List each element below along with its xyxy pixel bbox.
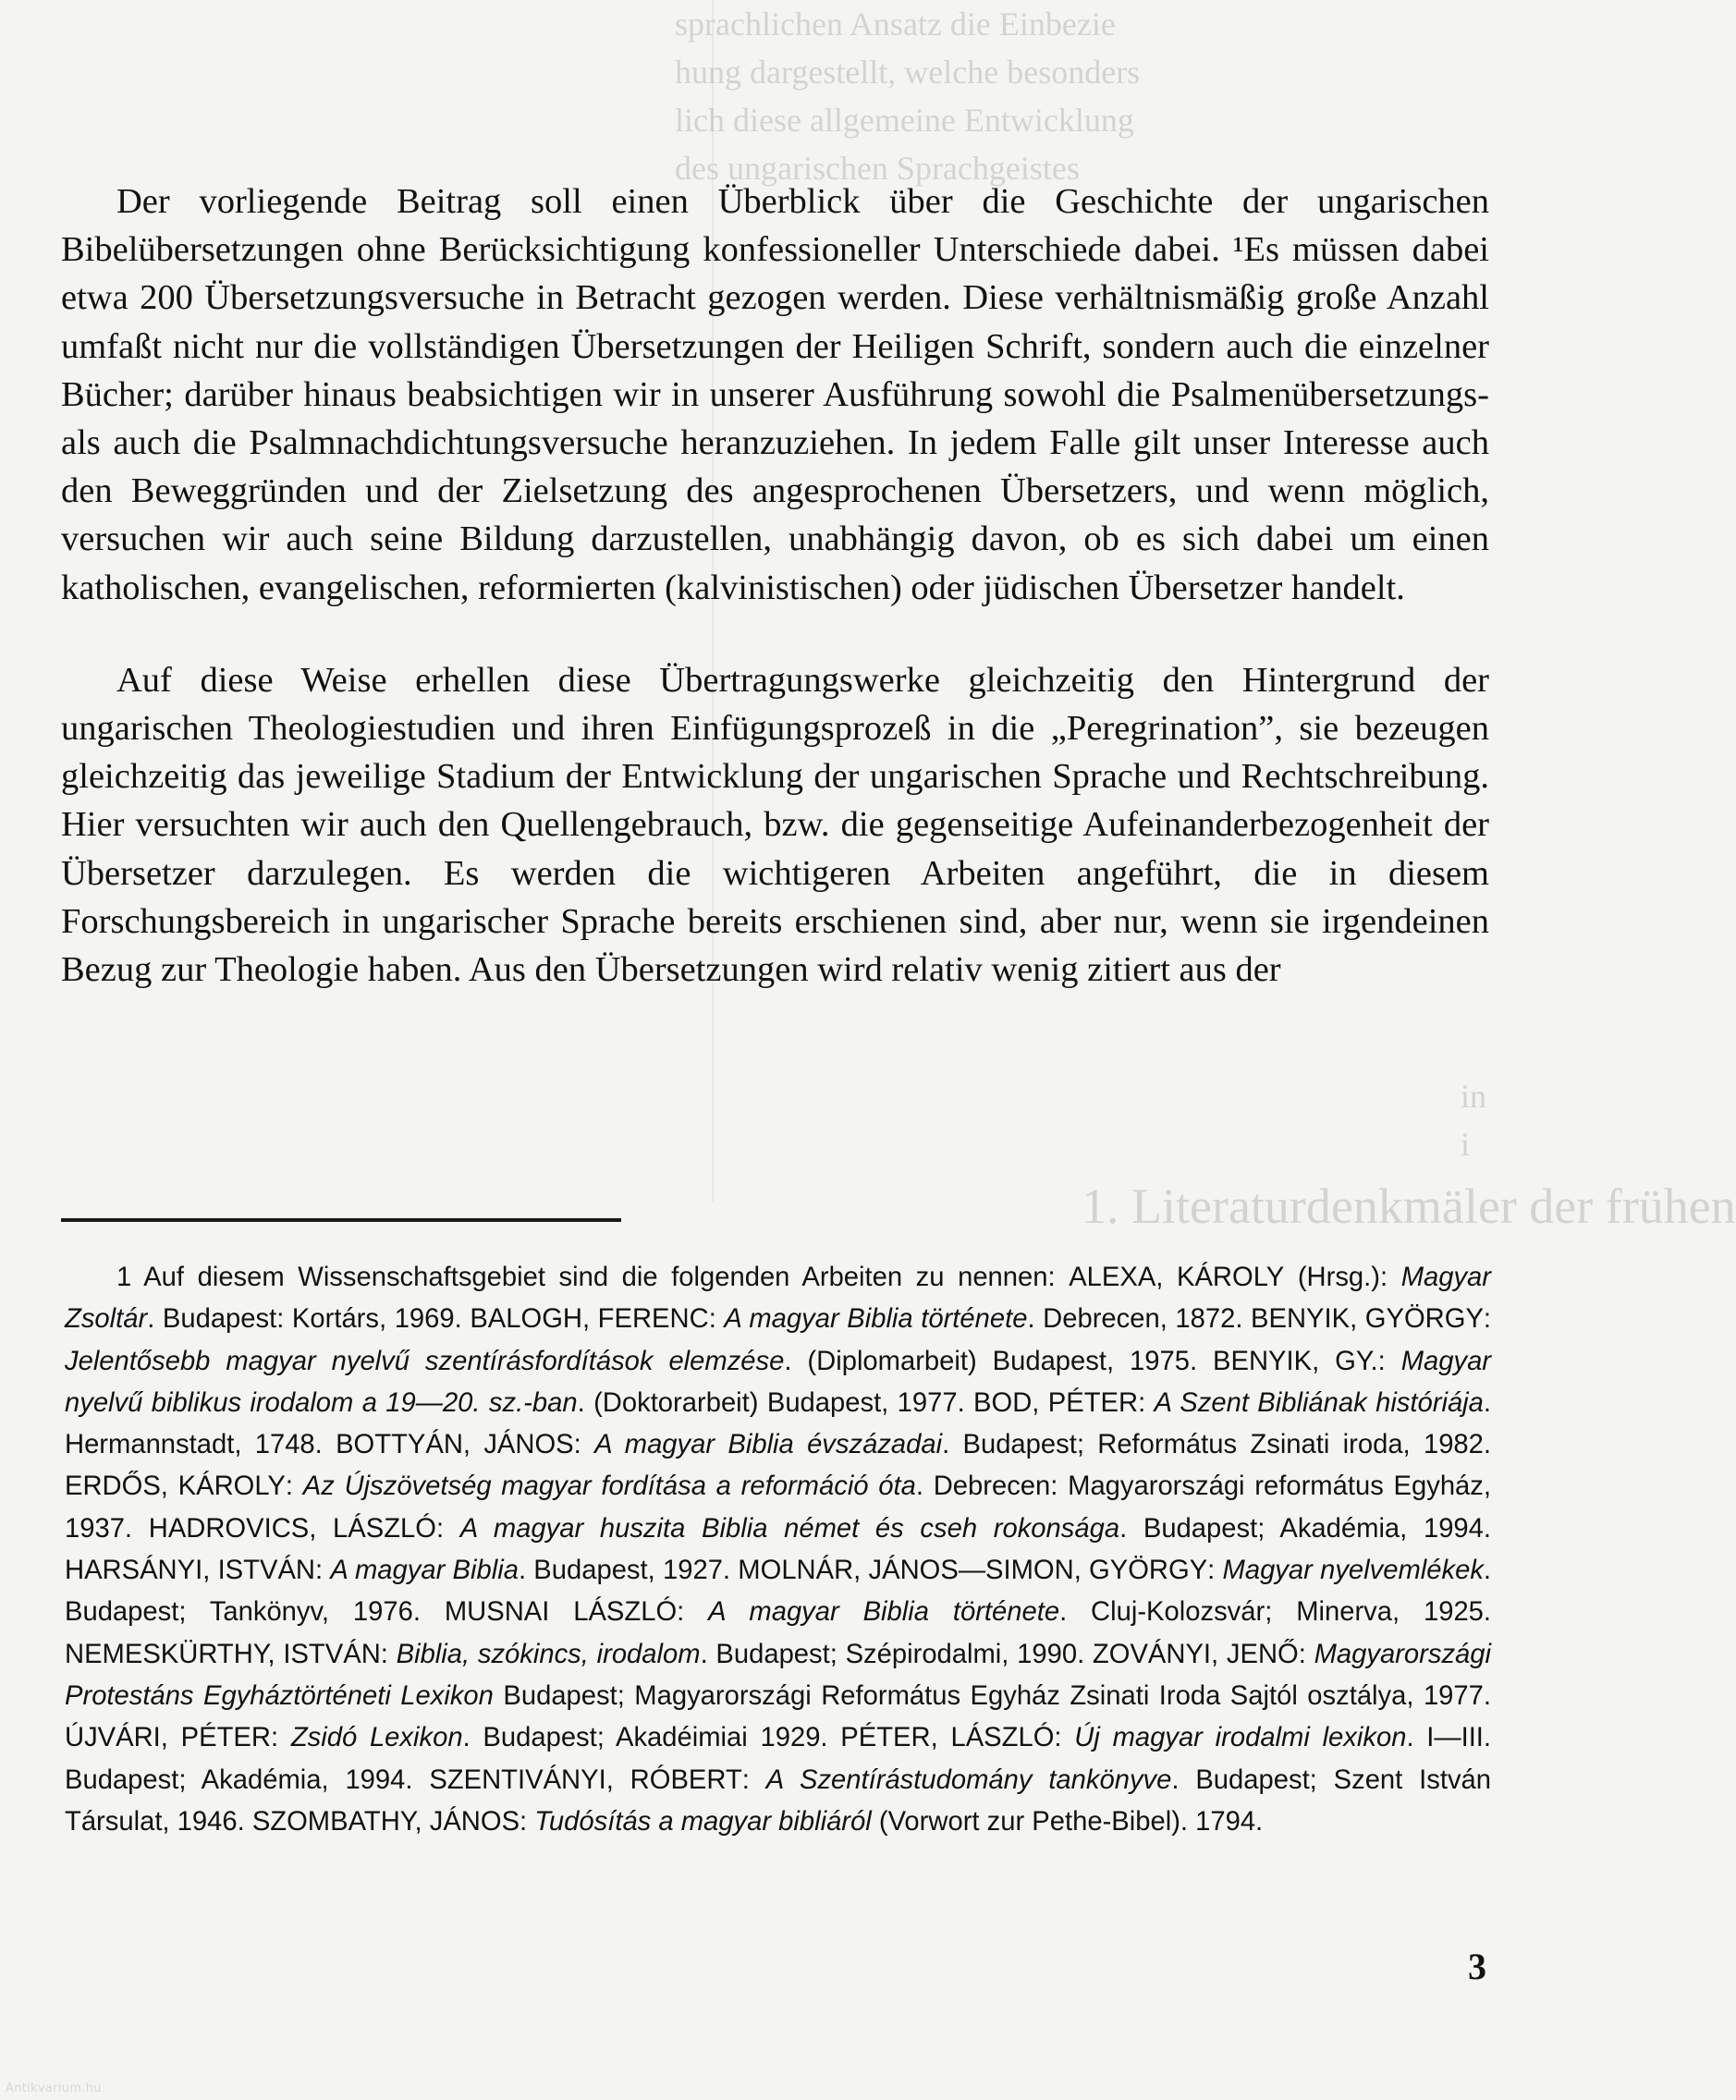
reference-publication: (Vorwort zur Pethe-Bibel). 1794. xyxy=(871,1806,1264,1837)
reference-entry xyxy=(65,1723,828,1752)
paragraph-1: Der vorliegende Beitrag soll einen Überblick über die Geschichte der ungarischen Bibelübersetzungen ohne Berücksichtigung konfessioneller Unterschiede dabei. ¹Es müssen dabei etwa 200 Übersetzungsversuche in Betracht gezogen werden. Diese verhältnismäßig große Anzahl umfaßt nicht nur die vollständigen Übersetzungen der Heiligen Schrift, sondern auch die einzelner Bücher; darüber hinaus beabsichtigen wir in unserer Ausführung sowohl die Psalmenübersetzungs- als auch die Psalmnachdichtungsversuche heranzuziehen. In jedem Falle gilt unser Interesse auch den Beweggründen und der Zielsetzung des angesprochenen Übersetzers, und wenn möglich, versuchen wir auch seine Bildung darzustellen, unabhängig davon, ob es sich dabei um einen katholischen, evangelischen, reformierten (kalvinistischen) oder jüdischen Übersetzer handelt. xyxy=(61,182,1489,607)
watermark: Antikvarium.hu xyxy=(6,2082,102,2095)
reference-author: SZOMBATHY, JÁNOS xyxy=(251,1806,520,1837)
paragraph-2: Auf diese Weise erhellen diese Übertragungswerke gleichzeitig den Hintergrund der ungarischen Theologiestudien und ihren Einfügungsprozeß in die „Peregrination”, sie bezeugen gleichzeitig das jeweilige Stadium der Entwicklung der ungarischen Sprache und Rechtschreibung. Hier versuchten wir auch den Quellengebrauch, bzw. die gegenseitige Aufeinanderbezogenheit der Übersetzer darzulegen. Es werden die wichtigeren Arbeiten angeführt, die in diesem Forschungsbereich in ungarischer Sprache bereits erschienen sind, aber nur, wenn sie irgendeinen Bezug zur Theologie haben. Aus den Übersetzungen wird relativ wenig zitiert aus der xyxy=(61,660,1489,990)
reference-publication: . Cluj-Kolozsvár; Minerva, 1925. xyxy=(1059,1597,1492,1628)
reference-author: ALEXA, KÁROLY xyxy=(1069,1263,1285,1292)
reference-publication: . Budapest; Református Zsinati iroda, 1982. xyxy=(942,1430,1492,1460)
reference-title: Magyar nyelvemlékek xyxy=(1222,1556,1484,1586)
reference-separator: : xyxy=(285,1471,303,1502)
reference-entry xyxy=(149,1514,1491,1544)
reference-title: A magyar Biblia története xyxy=(724,1304,1028,1335)
reference-title: A magyar Biblia xyxy=(330,1556,519,1586)
reference-separator: : xyxy=(436,1513,460,1544)
reference-author: MUSNAI LÁSZLÓ xyxy=(444,1597,678,1628)
main-text xyxy=(61,177,1489,994)
reference-separator: : xyxy=(1207,1556,1223,1586)
reference-separator: : xyxy=(315,1556,331,1586)
reference-separator: : xyxy=(741,1764,766,1795)
footnote-separator xyxy=(61,1218,621,1222)
reference-author: NEMESKÜRTHY, ISTVÁN xyxy=(65,1639,381,1669)
reference-separator: : xyxy=(1138,1387,1155,1418)
reference-separator: : xyxy=(573,1430,595,1460)
reference-publication: . Budapest: Kortárs, 1969. xyxy=(147,1304,462,1335)
reference-title: A magyar Biblia évszázadai xyxy=(594,1430,943,1460)
reference-separator: (Hrsg.): xyxy=(1284,1263,1401,1292)
reference-title: A Szent Bibliának históriája xyxy=(1154,1387,1484,1418)
show-through-text-top: sprachlichen Ansatz die Einbezie hung dargestellt, welche besonders lich diese allgemeine Entwicklung des ungarischen Sprachgeistes xyxy=(675,6,1141,187)
reference-separator: : xyxy=(677,1597,709,1628)
reference-author: SZENTIVÁNYI, RÓBERT xyxy=(429,1764,742,1795)
reference-title: Magyar Zsoltár xyxy=(65,1263,1492,1335)
reference-separator: : xyxy=(1298,1639,1314,1669)
reference-author: BENYIK, GYÖRGY xyxy=(1251,1304,1484,1335)
reference-title: Az Újszövetség magyar fordítása a reformáció óta xyxy=(302,1471,916,1502)
reference-title: A magyar Biblia története xyxy=(708,1597,1060,1628)
reference-title: Új magyar irodalmi lexikon xyxy=(1074,1723,1407,1753)
reference-entry xyxy=(445,1597,1491,1627)
show-through-text-right: in i xyxy=(1461,1078,1487,1163)
show-through-heading: 1. Literaturdenkmäler der frühen xyxy=(1082,1178,1736,1234)
reference-separator: : xyxy=(1483,1304,1492,1335)
reference-publication: . Debrecen, 1872. xyxy=(1027,1304,1243,1335)
reference-entry xyxy=(65,1556,730,1585)
reference-separator: : xyxy=(520,1806,535,1837)
reference-publication: . Budapest; Akadémia, 1994. xyxy=(1119,1513,1491,1544)
reference-title: Biblia, szókincs, irodalom xyxy=(396,1639,701,1669)
reference-author: HARSÁNYI, ISTVÁN xyxy=(65,1556,315,1586)
reference-entry xyxy=(470,1304,1242,1334)
reference-author: BALOGH, FERENC xyxy=(470,1304,709,1335)
reference-publication: . Budapest; Szent István Társulat, 1946. xyxy=(65,1764,1491,1837)
reference-publication: . Budapest, 1927. xyxy=(518,1556,731,1586)
reference-separator: : xyxy=(1377,1346,1401,1376)
reference-separator: : xyxy=(380,1639,397,1669)
reference-title: Zsidó Lexikon xyxy=(290,1723,463,1753)
reference-entry xyxy=(65,1640,1084,1669)
reference-publication: . (Doktorarbeit) Budapest, 1977. xyxy=(577,1387,965,1418)
reference-title: Tudósítás a magyar bibliáról xyxy=(534,1806,872,1837)
reference-publication: . Budapest; Szépirodalmi, 1990. xyxy=(700,1639,1085,1669)
reference-author: MOLNÁR, JÁNOS—SIMON, GYÖRGY xyxy=(738,1556,1208,1586)
reference-author: ÚJVÁRI, PÉTER xyxy=(65,1723,271,1753)
reference-title: A Szentírástudomány tankönyve xyxy=(765,1764,1172,1795)
page-number: 3 xyxy=(1468,1946,1486,1987)
reference-publication: . (Diplomarbeit) Budapest, 1975. xyxy=(784,1346,1198,1376)
reference-publication: . Hermannstadt, 1748. xyxy=(65,1387,1491,1460)
reference-publication: . I—III. Budapest; Akadémia, 1994. xyxy=(65,1723,1492,1795)
footnote-intro: Auf diesem Wissenschaftsgebiet sind die folgenden Arbeiten zu nennen: xyxy=(143,1263,1056,1292)
reference-entry xyxy=(252,1807,1263,1837)
reference-author: ERDŐS, KÁROLY xyxy=(65,1471,286,1502)
reference-author: BENYIK, GY. xyxy=(1213,1346,1378,1376)
footnote xyxy=(65,1257,1491,1843)
footnote-number: 1 xyxy=(116,1263,132,1292)
reference-publication: . Debrecen: Magyarországi református Egyház, 1937. xyxy=(65,1471,1491,1544)
reference-author: PÉTER, LÁSZLÓ xyxy=(840,1723,1055,1753)
reference-separator: : xyxy=(1054,1723,1075,1753)
reference-separator: : xyxy=(708,1304,725,1335)
reference-entry xyxy=(336,1430,1491,1459)
reference-title: Magyar nyelvű biblikus irodalom a 19—20. sz.-ban xyxy=(65,1346,1492,1418)
footnote-references xyxy=(65,1263,1491,1837)
reference-author: HADROVICS, LÁSZLÓ xyxy=(148,1513,436,1544)
reference-title: Magyarországi Protestáns Egyháztörténeti Lexikon xyxy=(65,1639,1491,1711)
reference-separator: : xyxy=(270,1723,291,1753)
reference-title: A magyar huszita Biblia német és cseh rokonsága xyxy=(459,1513,1120,1544)
reference-publication: . Budapest; Akadéimiai 1929. xyxy=(462,1723,828,1753)
reference-author: ZOVÁNYI, JENŐ xyxy=(1092,1639,1299,1669)
reference-publication: Budapest; Magyarországi Református Egyház Zsinati Iroda Sajtól osztálya, 1977. xyxy=(493,1680,1491,1711)
reference-title: Jelentősebb magyar nyelvű szentírásfordítások elemzése xyxy=(65,1346,785,1376)
reference-author: BOTTYÁN, JÁNOS xyxy=(336,1430,574,1460)
reference-author: BOD, PÉTER xyxy=(973,1387,1139,1418)
reference-publication: . Budapest; Tankönyv, 1976. xyxy=(65,1556,1492,1628)
